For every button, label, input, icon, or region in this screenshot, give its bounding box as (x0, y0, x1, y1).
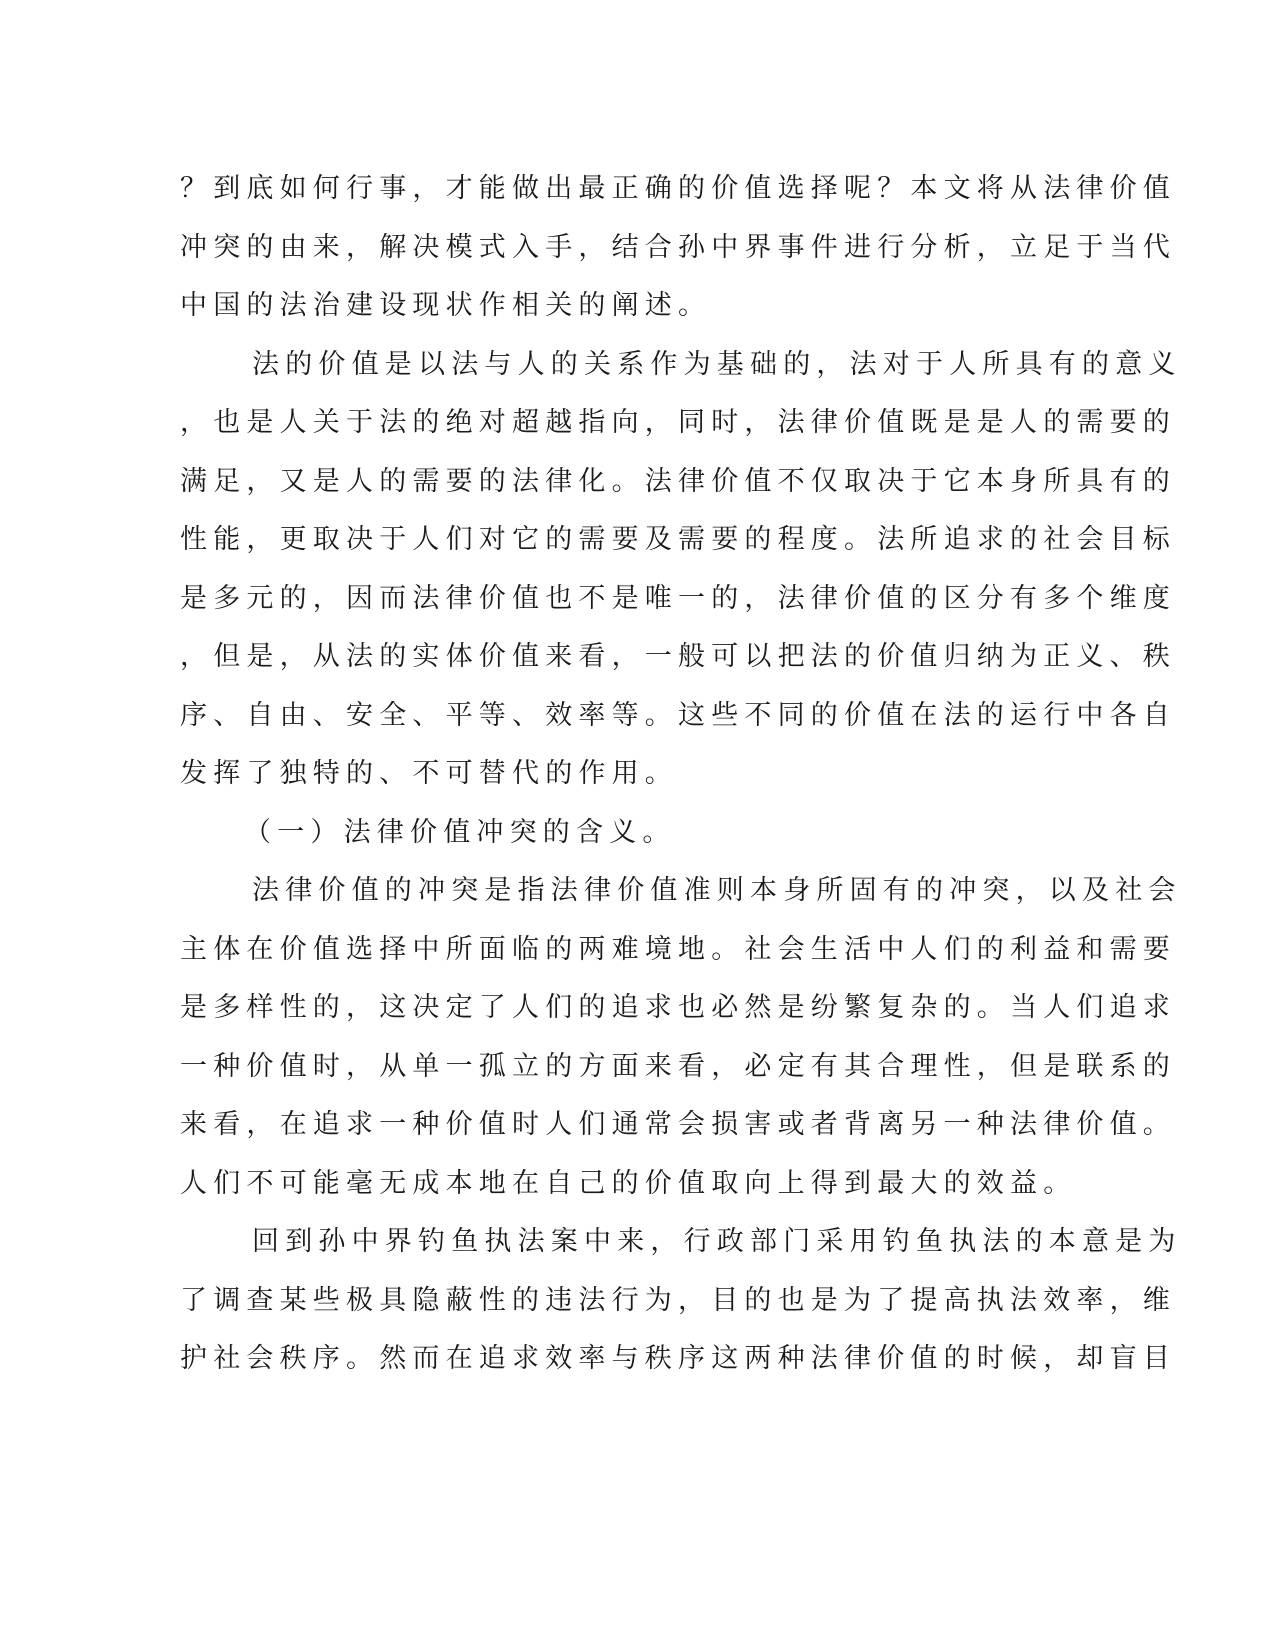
text-line: 了调查某些极具隐蔽性的违法行为，目的也是为了提高执法效率，维 (180, 1284, 1176, 1316)
text-line: 一种价值时，从单一孤立的方面来看，必定有其合理性，但是联系的 (180, 1050, 1176, 1082)
text-line: 来看，在追求一种价值时人们通常会损害或者背离另一种法律价值。 (180, 1109, 1176, 1140)
text-line: 是多元的，因而法律价值也不是唯一的，法律价值的区分有多个维度 (180, 582, 1176, 614)
text-line: ，但是，从法的实体价值来看，一般可以把法的价值归纳为正义、秩 (180, 641, 1176, 672)
text-line: 中国的法治建设现状作相关的阐述。 (180, 290, 712, 321)
text-line: 冲突的由来，解决模式入手，结合孙中界事件进行分析，立足于当代 (180, 231, 1176, 263)
text-line: 护社会秩序。然而在追求效率与秩序这两种法律价值的时候，却盲目 (180, 1343, 1176, 1374)
text-line: ？到底如何行事，才能做出最正确的价值选择呢？本文将从法律价值 (180, 173, 1176, 204)
text-line: 发挥了独特的、不可替代的作用。 (180, 758, 678, 789)
text-line: 人们不可能毫无成本地在自己的价值取向上得到最大的效益。 (180, 1167, 1077, 1199)
text-line: 序、自由、安全、平等、效率等。这些不同的价值在法的运行中各自 (180, 699, 1176, 731)
text-line: 是多样性的，这决定了人们的追求也必然是纷繁复杂的。当人们追求 (180, 992, 1176, 1023)
paragraph-start-line: 法的价值是以法与人的关系作为基础的，法对于人所具有的意义 (252, 348, 1182, 380)
paragraph-start-line: 法律价值的冲突是指法律价值准则本身所固有的冲突，以及社会 (252, 875, 1182, 906)
body-text (180, 160, 1182, 1389)
paragraph-start-line: 回到孙中界钓鱼执法案中来，行政部门采用钓鱼执法的本意是为 (252, 1226, 1182, 1257)
text-line: 主体在价值选择中所面临的两难境地。社会生活中人们的利益和需要 (180, 933, 1176, 965)
text-line: 满足，又是人的需要的法律化。法律价值不仅取决于它本身所具有的 (180, 465, 1176, 497)
text-line: ，也是人关于法的绝对超越指向，同时，法律价值既是是人的需要的 (180, 407, 1176, 438)
text-line: 性能，更取决于人们对它的需要及需要的程度。法所追求的社会目标 (180, 524, 1176, 555)
section-heading: （一）法律价值冲突的含义。 (244, 816, 676, 848)
